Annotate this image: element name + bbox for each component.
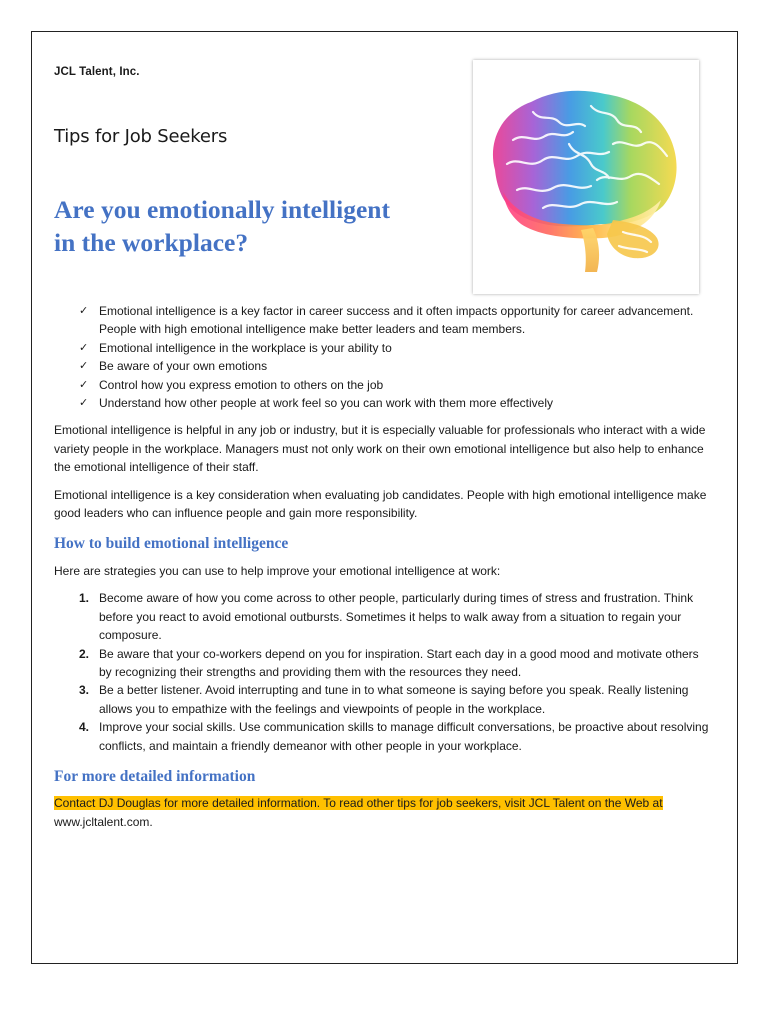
list-item: 4. Improve your social skills. Use communication skills to manage difficult conversations, be proactive about resolving conflicts, and maintain a friendly demeanor with other people in your workplace. — [79, 720, 709, 753]
list-item: 1. Become aware of how you come across to other people, particularly during times of stress and frustration. Think before you react to avoid emotional outbursts. Sometimes it helps to walk away from a situation to regain your composure. — [79, 591, 694, 643]
check-mark-icon: ✓ — [79, 397, 89, 410]
brain-illustration-icon — [473, 60, 699, 294]
check-mark-icon: ✓ — [79, 341, 89, 354]
list-item: 2. Be aware that your co-workers depend on you for inspiration. Start each day in a good mood and motivate others by recognizing their strengths and providing them with the resources they need. — [79, 646, 699, 679]
list-item: ✓ Emotional intelligence is a key factor in career success and it often impacts opportunity for career advancement. People with high emotional intelligence make better leaders and team members. — [79, 304, 694, 337]
tips-title: Tips for Job Seekers — [54, 126, 228, 147]
paragraph-industry: Emotional intelligence is helpful in any job or industry, but it is especially valuable for professionals who interact with a wide variety people in the workplace. Managers must not only work on their own emotional intelligence but also help to enhance the emotional intelligence of their staff. — [54, 423, 706, 475]
main-title-line-2: in the workplace? — [54, 228, 249, 257]
check-mark-icon: ✓ — [79, 360, 89, 373]
contact-paragraph — [54, 794, 714, 831]
check-mark-icon: ✓ — [79, 305, 89, 317]
brain-image — [473, 60, 699, 294]
list-item: ✓ Control how you express emotion to others on the job — [79, 376, 714, 394]
list-item: 3. Be a better listener. Avoid interrupting and tune in to what someone is saying before you speak. Really listening allows you to empathize with the feelings and viewpoints of people in the workplace. — [79, 683, 689, 716]
info-heading: For more detailed information — [54, 767, 256, 785]
website-text: www.jcltalent.com. — [54, 814, 153, 829]
build-intro: Here are strategies you can use to help improve your emotional intelligence at work: — [54, 563, 501, 578]
check-mark-icon: ✓ — [79, 378, 89, 391]
content — [54, 302, 714, 831]
list-item: ✓ Understand how other people at work feel so you can work with them more effectively — [79, 394, 714, 412]
list-item: ✓ Emotional intelligence in the workplace is your ability to — [79, 339, 714, 357]
contact-highlight: Contact DJ Douglas for more detailed information. To read other tips for job seekers, visit JCL Talent on the Web at — [54, 796, 663, 811]
main-title-line-1: Are you emotionally intelligent — [54, 195, 390, 224]
company-name: JCL Talent, Inc. — [54, 66, 140, 78]
strategy-list — [79, 589, 714, 755]
checklist — [79, 302, 714, 412]
list-item: ✓ Be aware of your own emotions — [79, 357, 714, 375]
paragraph-candidates: Emotional intelligence is a key consideration when evaluating job candidates. People with high emotional intelligence make good leaders who can influence people and gain more responsibility. — [54, 487, 707, 521]
main-title — [54, 193, 454, 259]
build-heading: How to build emotional intelligence — [54, 535, 289, 553]
